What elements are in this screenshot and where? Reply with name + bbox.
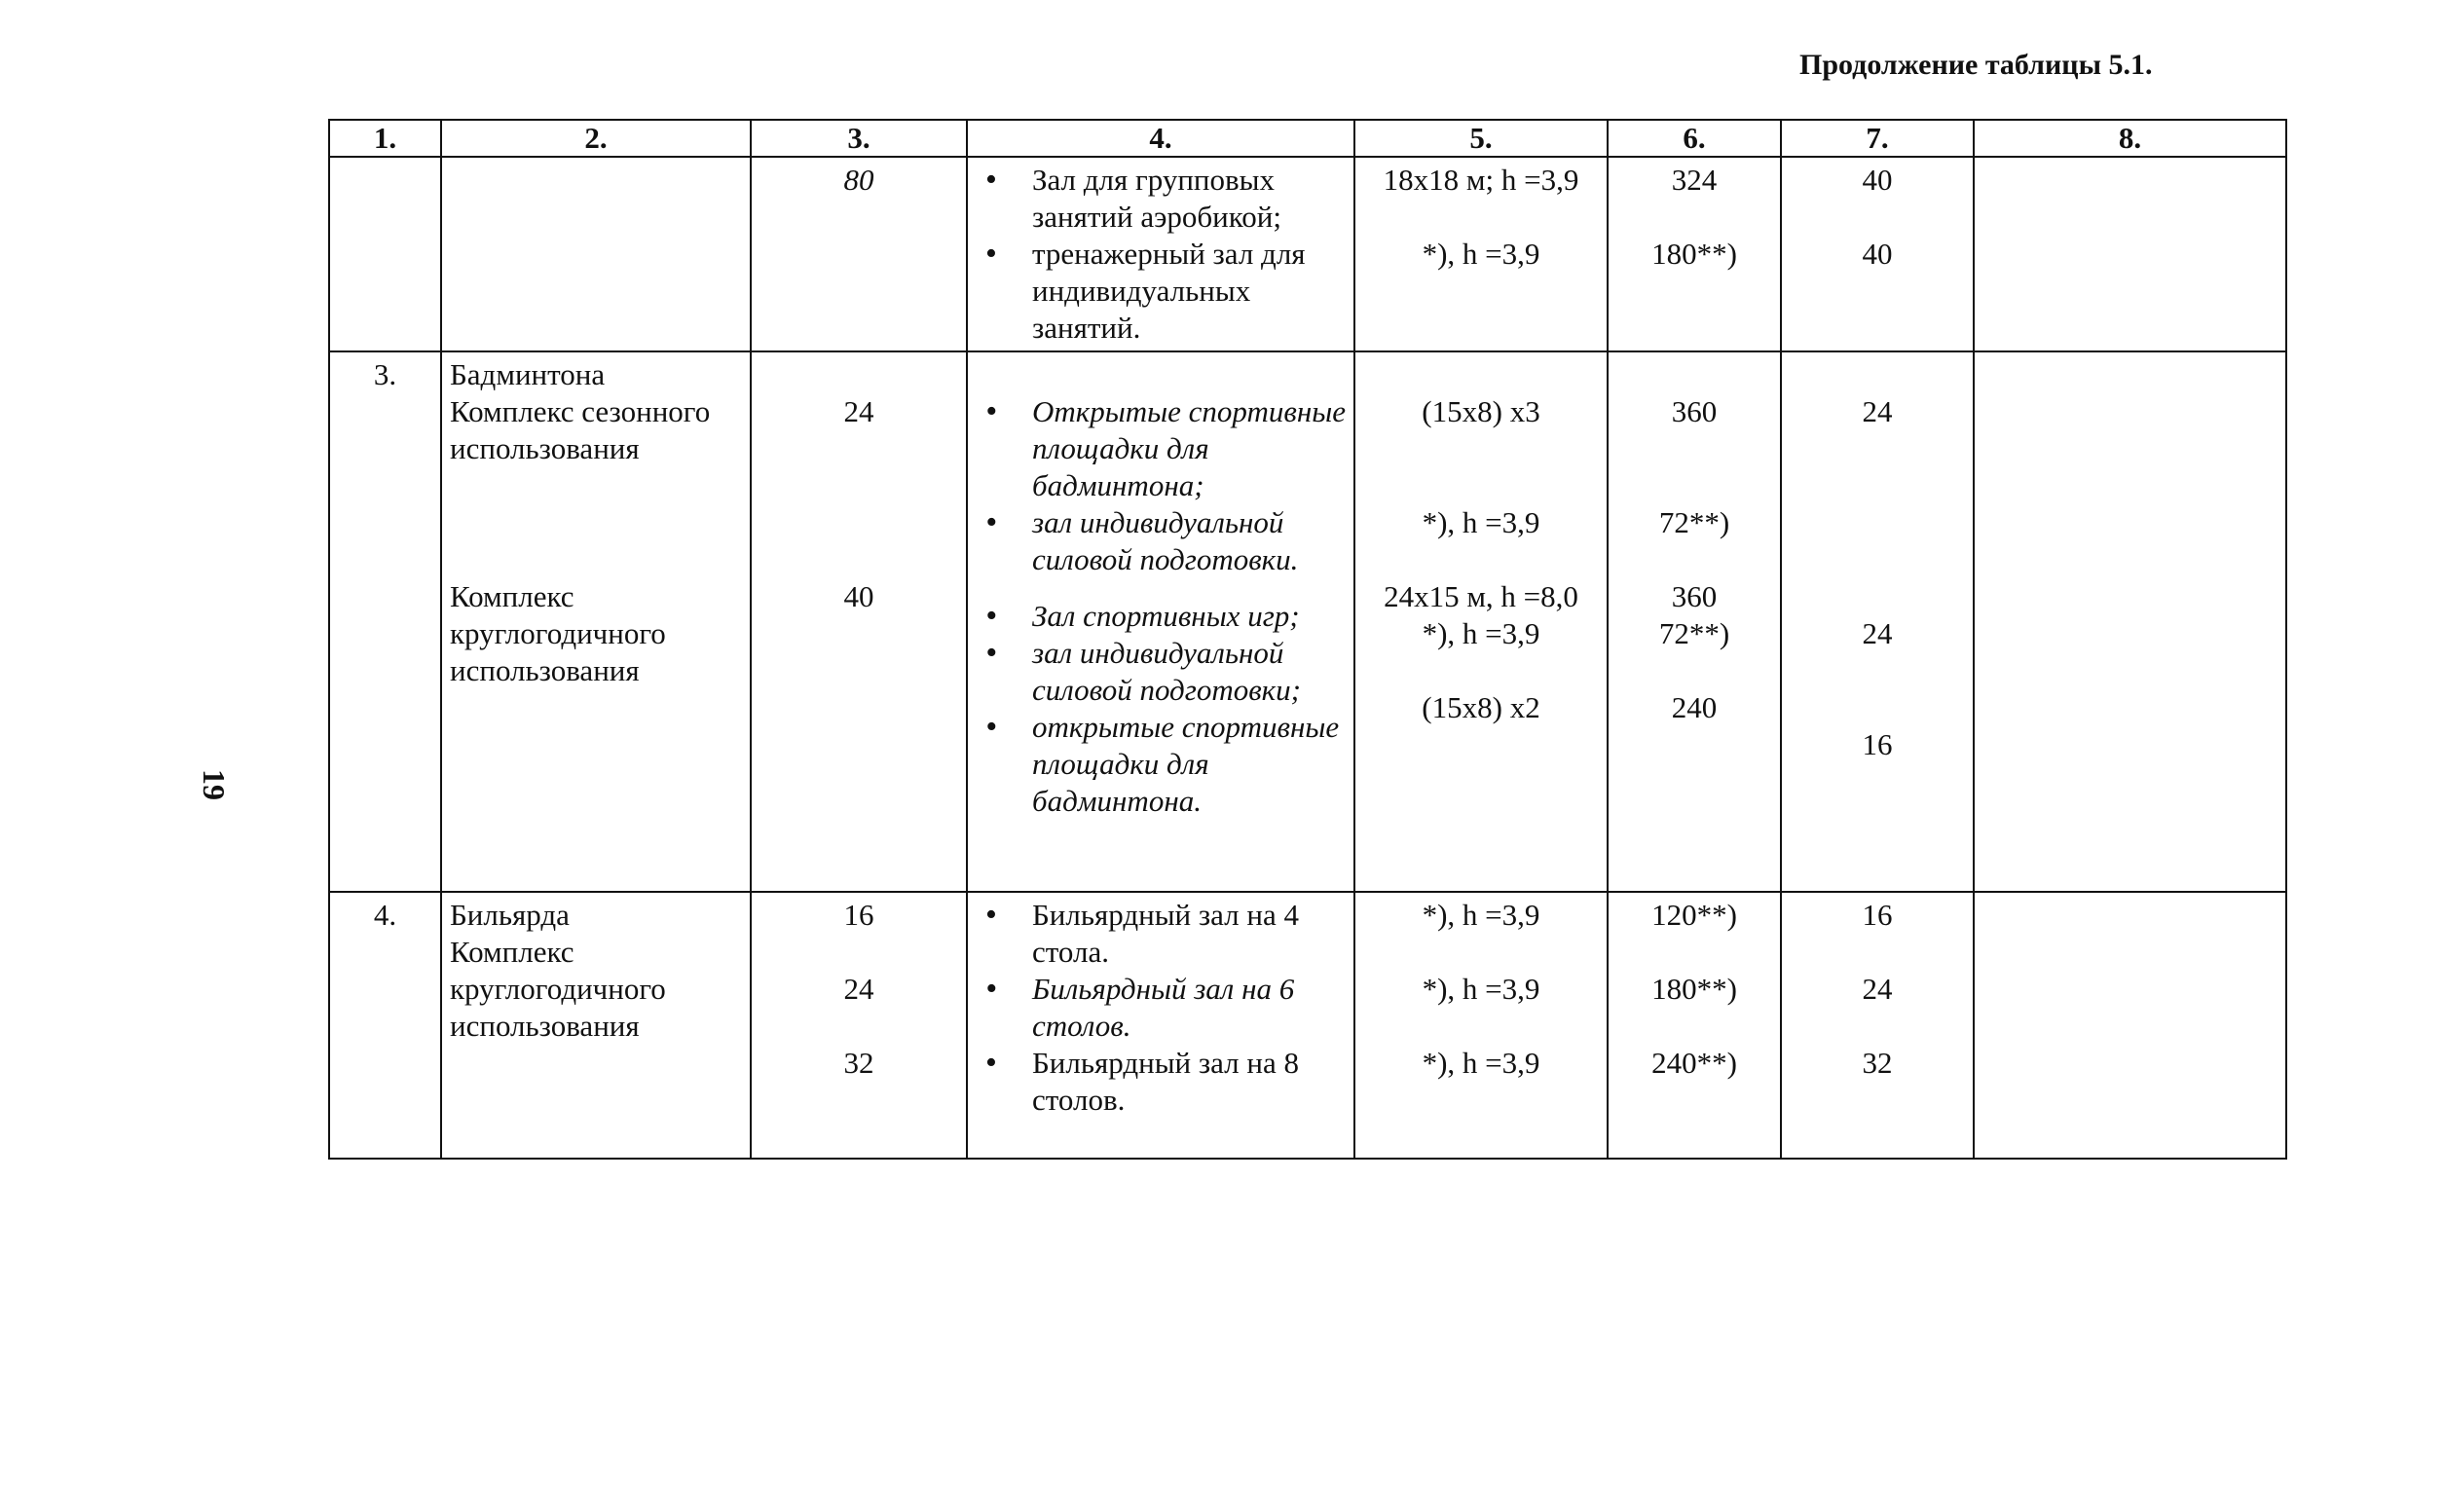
cell-area (1608, 157, 1781, 351)
dimension-value: 24х15 м, h =8,0 (1384, 579, 1578, 613)
data-table (328, 119, 2287, 1160)
cell-area (1608, 892, 1781, 1159)
facility-item: • Открытые спортивные площадки для бадминтона; (976, 393, 1346, 504)
row-number: 3. (373, 357, 397, 391)
sport-title: Бильярда (450, 898, 570, 932)
header-cell: 6. (1608, 120, 1781, 157)
capacity-value: 16 (843, 898, 874, 932)
complex-name: Комплекс круглогодичного использования (450, 935, 666, 1043)
cell-capacity (751, 892, 967, 1159)
facility-item: • тренажерный зал для индивидуальных занятий. (976, 236, 1346, 347)
cell-note (1974, 157, 2286, 351)
cell-num (329, 892, 441, 1159)
cell-num (329, 157, 441, 351)
area-value: 180**) (1651, 237, 1737, 271)
cell-places (1781, 157, 1974, 351)
places-value: 32 (1862, 1046, 1893, 1080)
cell-capacity (751, 351, 967, 892)
header-cell: 8. (1974, 120, 2286, 157)
cell-facilities (967, 157, 1354, 351)
places-value: 24 (1862, 972, 1893, 1006)
header-cell: 2. (441, 120, 751, 157)
capacity-value: 24 (843, 394, 874, 428)
header-cell: 7. (1781, 120, 1974, 157)
area-value: 240**) (1651, 1046, 1737, 1080)
cell-name (441, 351, 751, 892)
area-value: 72**) (1658, 505, 1730, 539)
area-value: 72**) (1658, 616, 1730, 650)
facility-item: • Зал для групповых занятий аэробикой; (976, 162, 1346, 236)
facility-item: • Бильярдный зал на 6 столов. (976, 971, 1346, 1045)
row-number: 4. (373, 898, 397, 932)
table-row (329, 351, 2286, 892)
header-cell: 5. (1354, 120, 1608, 157)
cell-facilities (967, 892, 1354, 1159)
cell-facilities (967, 351, 1354, 892)
facility-item: • зал индивидуальной силовой подготовки. (976, 504, 1346, 578)
cell-note (1974, 892, 2286, 1159)
header-row (329, 120, 2286, 157)
table-row (329, 892, 2286, 1159)
complex-name: Комплекс круглогодичного использования (450, 579, 666, 687)
dimension-value: (15х8) х2 (1422, 690, 1540, 724)
cell-note (1974, 351, 2286, 892)
area-value: 240 (1671, 690, 1718, 724)
places-value: 16 (1862, 727, 1893, 761)
dimension-value: *), h =3,9 (1422, 898, 1540, 932)
cell-name (441, 157, 751, 351)
places-value: 24 (1862, 616, 1893, 650)
cell-capacity (751, 157, 967, 351)
area-value: 120**) (1651, 898, 1737, 932)
dimension-value: 18х18 м; h =3,9 (1383, 163, 1579, 197)
facility-item: • Бильярдный зал на 8 столов. (976, 1045, 1346, 1119)
facility-item: • зал индивидуальной силовой подготовки; (976, 635, 1346, 709)
cell-area (1608, 351, 1781, 892)
cell-dimensions (1354, 351, 1608, 892)
complex-name: Комплекс сезонного использования (450, 394, 711, 465)
area-value: 324 (1671, 163, 1718, 197)
places-value: 24 (1862, 394, 1893, 428)
places-value: 40 (1862, 237, 1893, 271)
cell-places (1781, 351, 1974, 892)
dimension-value: *), h =3,9 (1422, 1046, 1540, 1080)
facility-item: • Бильярдный зал на 4 стола. (976, 897, 1346, 971)
places-value: 40 (1862, 163, 1893, 197)
cell-num (329, 351, 441, 892)
dimension-value: (15х8) х3 (1422, 394, 1540, 428)
area-value: 180**) (1651, 972, 1737, 1006)
capacity-value: 40 (843, 579, 874, 613)
facility-item: • открытые спортивные площадки для бадминтона. (976, 709, 1346, 820)
dimension-value: *), h =3,9 (1422, 972, 1540, 1006)
table-continuation-caption: Продолжение таблицы 5.1. (1799, 49, 2153, 81)
capacity-value: 32 (843, 1046, 874, 1080)
header-cell: 4. (967, 120, 1354, 157)
cell-places (1781, 892, 1974, 1159)
cell-dimensions (1354, 892, 1608, 1159)
facility-item: • Зал спортивных игр; (976, 598, 1346, 635)
places-value: 16 (1862, 898, 1893, 932)
cell-name (441, 892, 751, 1159)
capacity-value: 80 (843, 163, 874, 197)
area-value: 360 (1671, 579, 1718, 613)
cell-dimensions (1354, 157, 1608, 351)
sport-title: Бадминтона (450, 357, 606, 391)
capacity-value: 24 (843, 972, 874, 1006)
dimension-value: *), h =3,9 (1422, 237, 1540, 271)
area-value: 360 (1671, 394, 1718, 428)
header-cell: 1. (329, 120, 441, 157)
table-row (329, 157, 2286, 351)
dimension-value: *), h =3,9 (1422, 505, 1540, 539)
page-number: 19 (197, 769, 232, 800)
dimension-value: *), h =3,9 (1422, 616, 1540, 650)
header-cell: 3. (751, 120, 967, 157)
